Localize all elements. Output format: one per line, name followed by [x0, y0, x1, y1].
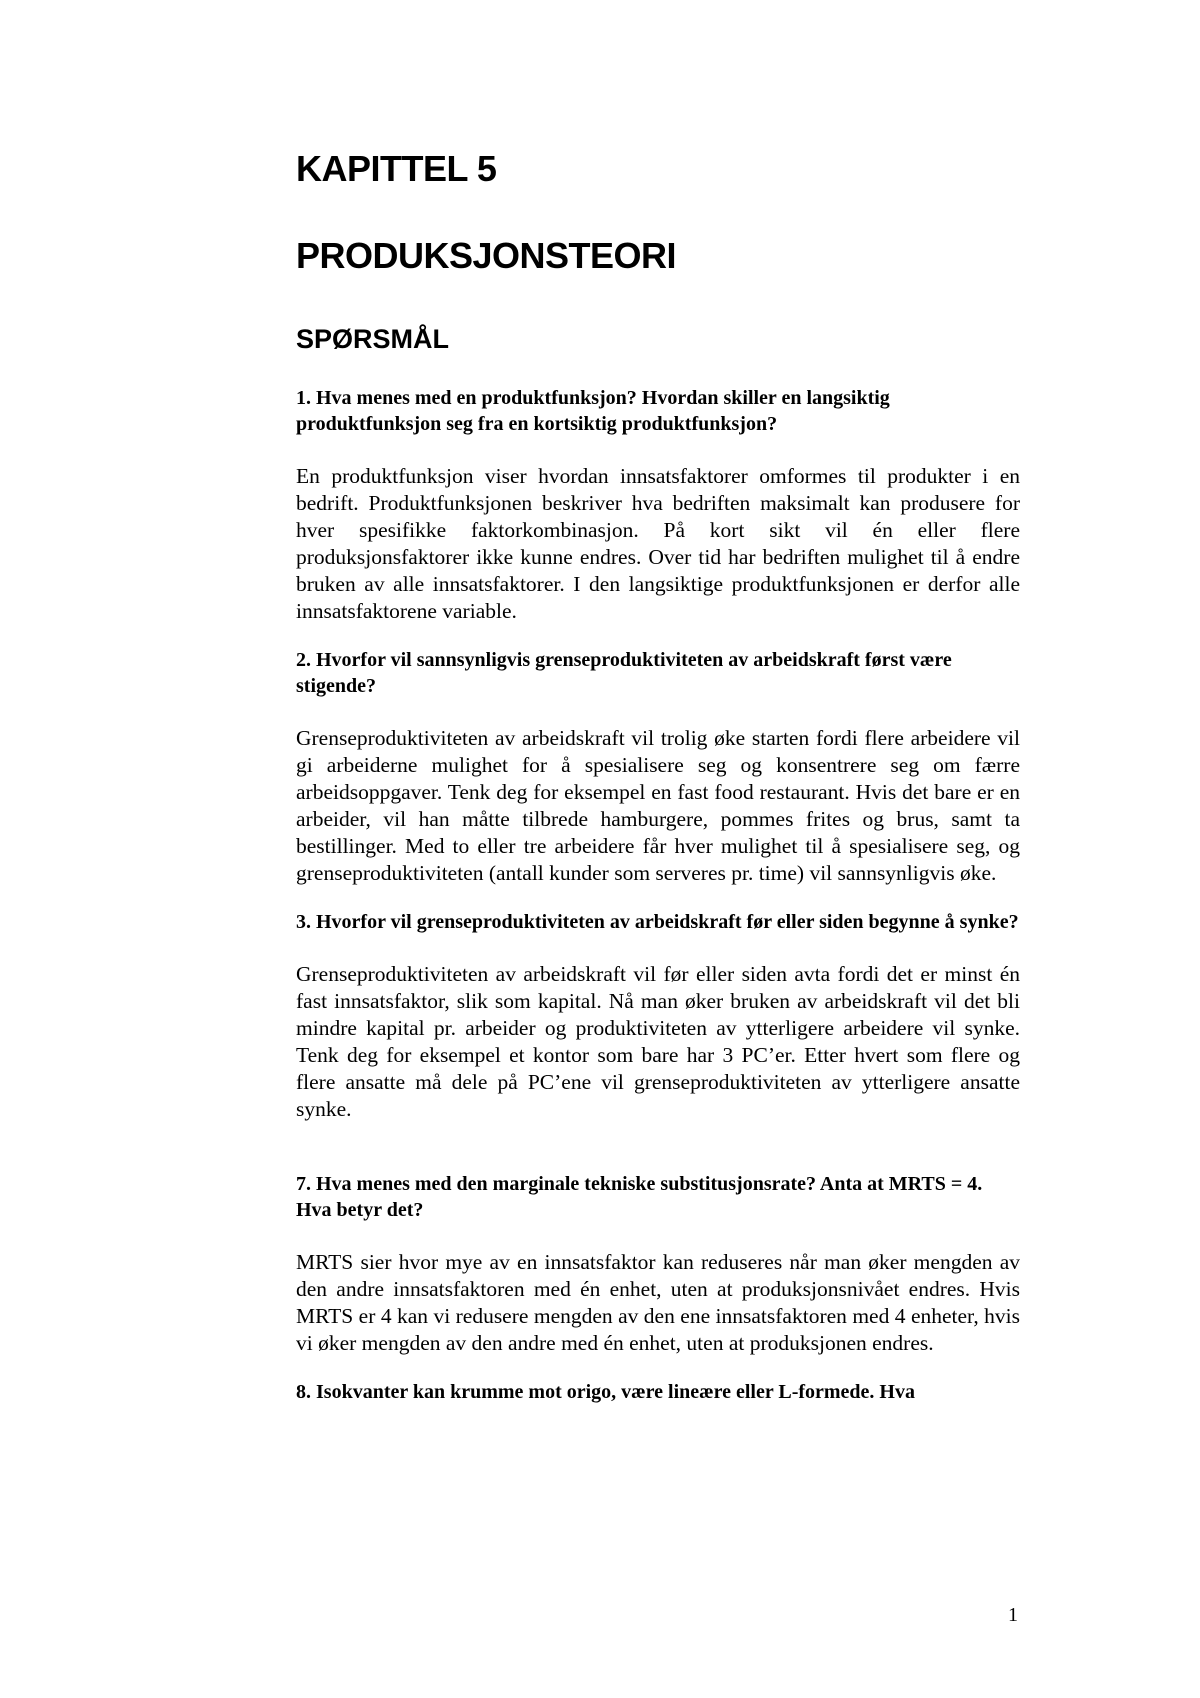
question-8: 8. Isokvanter kan krumme mot origo, være lineære eller L-formede. Hva: [296, 1381, 915, 1404]
question-7: 7. Hva menes med den marginale tekniske substitusjonsrate? Anta at MRTS = 4. Hva betyr det?: [296, 1173, 983, 1222]
chapter-title: PRODUKSJONSTEORI: [296, 235, 677, 277]
question-3: 3. Hvorfor vil grenseproduktiviteten av arbeidskraft før eller siden begynne å synke?: [296, 911, 1019, 934]
answer-2: Grenseproduktiviteten av arbeidskraft vil trolig øke starten fordi flere arbeidere vil gi arbeiderne mulighet for å spesialisere seg og konsentrere seg om færre arbeidsoppgaver. Tenk deg for eksempel en fast food restaurant. Hvis det bare er en arbeider, vil han måtte tilbrede hamburgere, pommes frites og brus, samt ta bestillinger. Med to eller tre arbeidere får hver mulighet til å spesialisere seg, og grenseproduktiviteten (antall kunder som serveres pr. time) vil sannsynligvis øke.: [296, 726, 1020, 886]
question-1: 1. Hva menes med en produktfunksjon? Hvordan skiller en langsiktig produktfunksjon seg fra en kortsiktig produktfunksjon?: [296, 387, 890, 436]
answer-3: Grenseproduktiviteten av arbeidskraft vil før eller siden avta fordi det er minst én fast innsatsfaktor, slik som kapital. Nå man øker bruken av arbeidskraft vil det bli mindre kapital pr. arbeider og produktiviteten av ytterligere arbeidere vil synke. Tenk deg for eksempel et kontor som bare har 3 PC’er. Etter hvert som flere og flere ansatte må dele på PC’ene vil grenseproduktiviteten av ytterligere ansatte synke.: [296, 962, 1020, 1122]
document-content: [296, 148, 1020, 1431]
chapter-heading: KAPITTEL 5: [296, 148, 497, 189]
answer-1: En produktfunksjon viser hvordan innsatsfaktorer omformes til produkter i en bedrift. Produktfunksjonen beskriver hva bedriften maksimalt kan produsere for hver spesifikke faktorkombinasjon. På kort sikt vil én eller flere produksjonsfaktorer ikke kunne endres. Over tid har bedriften mulighet til å endre bruken av alle innsatsfaktorer. I den langsiktige produktfunksjonen er derfor alle innsatsfaktorene variable.: [296, 464, 1020, 624]
section-heading: SPØRSMÅL: [296, 323, 450, 354]
page-number: 1: [1008, 1604, 1018, 1626]
answer-7: MRTS sier hvor mye av en innsatsfaktor kan reduseres når man øker mengden av den andre innsatsfaktoren med én enhet, uten at produksjonsnivået endres. Hvis MRTS er 4 kan vi redusere mengden av den ene innsatsfaktoren med 4 enheter, hvis vi øker mengden av den andre med én enhet, uten at produksjonen endres.: [296, 1250, 1020, 1356]
question-2: 2. Hvorfor vil sannsynligvis grenseproduktiviteten av arbeidskraft først være stigende?: [296, 649, 952, 698]
